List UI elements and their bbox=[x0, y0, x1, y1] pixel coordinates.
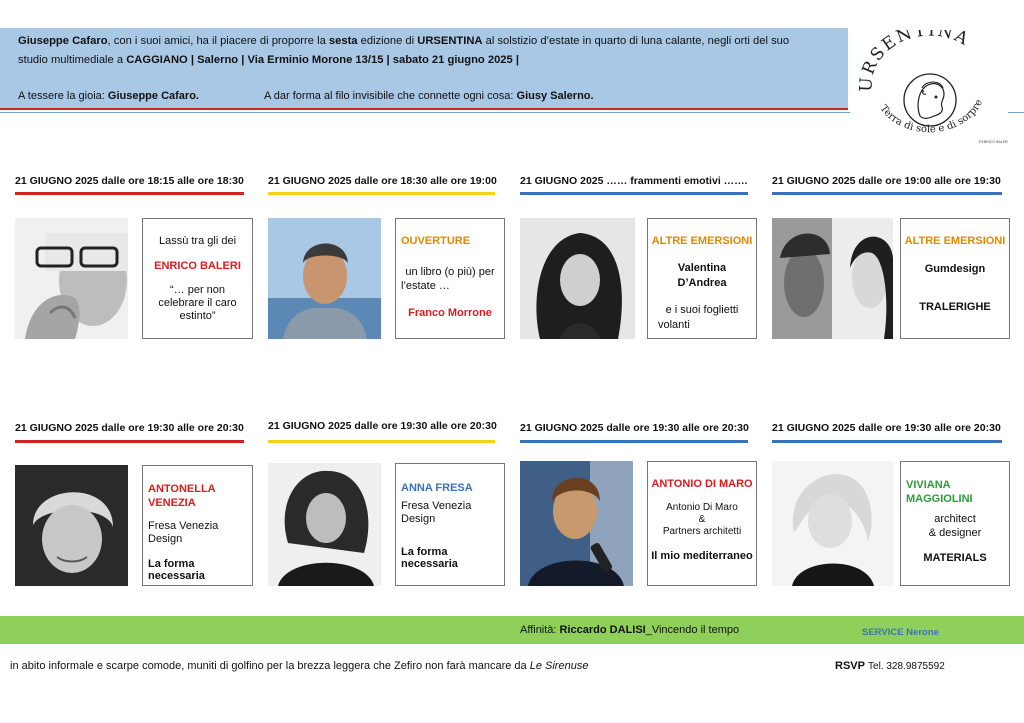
affinita-name: Riccardo DALISI bbox=[559, 624, 646, 636]
card-text: e i suoi foglietti bbox=[665, 304, 739, 316]
speaker-name: Franco Morrone bbox=[408, 307, 492, 319]
event-location: CAGGIANO | Salerno | Via Erminio Morone 13/15 | sabato 21 giugno 2025 | bbox=[126, 54, 519, 66]
session-title: La forma necessaria bbox=[148, 558, 205, 582]
service-label: SERVICE Nerone bbox=[862, 627, 939, 638]
slot-1-title: 21 GIUGNO 2025 dalle ore 18:15 alle ore 18:30 bbox=[15, 175, 244, 187]
card-valentina-dandrea bbox=[647, 218, 757, 339]
tessere-label: A tessere la gioia: bbox=[18, 90, 108, 102]
rsvp-phone: Tel. 328.9875592 bbox=[868, 661, 945, 672]
card-text: Partners architetti bbox=[662, 526, 742, 537]
slot-8-title: 21 GIUGNO 2025 dalle ore 19:30 alle ore 20:30 bbox=[772, 422, 1001, 434]
session-label: OUVERTURE bbox=[401, 235, 471, 247]
intro-text-part: studio multimediale a bbox=[18, 54, 127, 66]
intro-line-1 bbox=[18, 32, 838, 51]
card-text: Antonio Di Maro bbox=[666, 502, 738, 513]
affinita-title: _Vincendo il tempo bbox=[645, 624, 740, 636]
portrait-image bbox=[772, 218, 893, 339]
rsvp-line bbox=[835, 660, 945, 672]
card-text: un libro (o più) per bbox=[405, 266, 495, 278]
speaker-name: Valentina bbox=[677, 262, 727, 274]
card-text: l’estate … bbox=[401, 280, 450, 292]
card-text: Design bbox=[148, 533, 183, 545]
card-antonio-di-maro bbox=[647, 461, 757, 586]
photo-anna-fresa bbox=[268, 463, 381, 586]
photo-enrico-baleri bbox=[15, 218, 128, 339]
portrait-image bbox=[520, 461, 633, 586]
portrait-image bbox=[268, 463, 381, 586]
intro-text-part: al solstizio d’estate in quarto di luna calante, negli orti del suo bbox=[482, 35, 790, 47]
speaker-name: VIVIANA bbox=[906, 479, 951, 491]
slot-3-title: 21 GIUGNO 2025 …… frammenti emotivi ……. bbox=[520, 175, 748, 187]
card-text: & designer bbox=[928, 527, 982, 539]
card-franco-morrone bbox=[395, 218, 505, 339]
slot-2-title: 21 GIUGNO 2025 dalle ore 18:30 alle ore 19:00 bbox=[268, 175, 497, 187]
forma-line bbox=[264, 90, 594, 102]
speaker-name: ANTONELLA bbox=[148, 483, 216, 495]
slot-5-line bbox=[15, 440, 244, 443]
session-title: La forma necessaria bbox=[401, 546, 458, 570]
card-text: architect bbox=[934, 513, 976, 525]
slot-1-line bbox=[15, 192, 244, 195]
slot-5-title: 21 GIUGNO 2025 dalle ore 19:30 alle ore 20:30 bbox=[15, 422, 244, 434]
quote-line: “… per non bbox=[169, 284, 226, 296]
session-label: ALTRE EMERSIONI bbox=[651, 235, 753, 247]
photo-gumdesign bbox=[772, 218, 893, 339]
card-antonella-venezia bbox=[142, 465, 253, 586]
speaker-name: D’Andrea bbox=[677, 277, 727, 289]
card-text: volanti bbox=[658, 319, 690, 331]
portrait-image bbox=[772, 461, 893, 586]
edition-word: sesta bbox=[328, 35, 358, 47]
forma-name: Giusy Salerno. bbox=[516, 90, 594, 102]
intro-line-2 bbox=[18, 51, 838, 70]
ursentina-logo bbox=[850, 30, 1008, 148]
logo-tagline-path: Terra di sole e di sorpre bbox=[877, 97, 986, 136]
portrait-image bbox=[268, 218, 381, 339]
session-title: Il mio mediterraneo bbox=[651, 550, 753, 562]
slot-4-title: 21 GIUGNO 2025 dalle ore 19:00 alle ore 19:30 bbox=[772, 175, 1001, 187]
quote-line: estinto” bbox=[179, 310, 216, 322]
photo-antonella-venezia bbox=[15, 465, 128, 586]
slot-2-line bbox=[268, 192, 495, 195]
slot-7-title: 21 GIUGNO 2025 dalle ore 19:30 alle ore 20:30 bbox=[520, 422, 749, 434]
card-anna-fresa bbox=[395, 463, 505, 586]
dress-code bbox=[10, 660, 588, 672]
card-enrico-baleri bbox=[142, 218, 253, 339]
event-name: URSENTINA bbox=[417, 35, 483, 47]
affinita-label: Affinità: bbox=[520, 624, 560, 636]
logo-word-path: URSENTINA bbox=[856, 30, 973, 93]
speaker-name: Gumdesign bbox=[924, 263, 986, 275]
session-label: ALTRE EMERSIONI bbox=[904, 235, 1006, 247]
affinita-line bbox=[520, 624, 739, 636]
header-red-line bbox=[0, 108, 848, 110]
speaker-name: VENEZIA bbox=[148, 497, 196, 509]
card-text: Design bbox=[401, 513, 436, 525]
photo-viviana-maggiolini bbox=[772, 461, 893, 586]
intro-text-part: , con i suoi amici, ha il piacere di proporre la bbox=[107, 35, 329, 47]
speaker-name: ANTONIO DI MARO bbox=[651, 478, 753, 490]
tessere-name: Giuseppe Cafaro. bbox=[107, 90, 199, 102]
photo-antonio-di-maro bbox=[520, 461, 633, 586]
session-title: MATERIALS bbox=[923, 552, 987, 564]
photo-franco-morrone bbox=[268, 218, 381, 339]
session-title: TRALERIGHE bbox=[919, 301, 991, 313]
intro-text bbox=[18, 32, 838, 70]
card-viviana-maggiolini bbox=[900, 461, 1010, 586]
slot-7-line bbox=[520, 440, 748, 443]
tessere-line bbox=[18, 90, 199, 102]
slot-6-line bbox=[268, 440, 495, 443]
portrait-image bbox=[15, 465, 128, 586]
host-name: Giuseppe Cafaro bbox=[18, 35, 108, 47]
card-text: Fresa Venezia bbox=[401, 500, 472, 512]
slot-8-line bbox=[772, 440, 1002, 443]
speaker-name: ENRICO BALERI bbox=[154, 260, 241, 272]
card-text: & bbox=[698, 514, 706, 525]
slot-6-title: 21 GIUGNO 2025 dalle ore 19:30 alle ore 20:30 bbox=[268, 420, 497, 432]
dress-code-text: in abito informale e scarpe comode, muniti di golfino per la brezza leggera che Zefiro non farà mancare da bbox=[10, 660, 530, 672]
speaker-name: MAGGIOLINI bbox=[906, 493, 973, 505]
logo-credit: ©ENRICO BALERI bbox=[978, 140, 1008, 144]
speaker-name: ANNA FRESA bbox=[401, 482, 473, 494]
logo-graphic bbox=[850, 30, 1008, 148]
portrait-image bbox=[520, 218, 635, 339]
dress-code-place: Le Sirenuse bbox=[529, 660, 589, 672]
card-gumdesign bbox=[900, 218, 1010, 339]
forma-label: A dar forma al filo invisibile che connette ogni cosa: bbox=[264, 90, 517, 102]
card-subtitle: Lassù tra gli dei bbox=[158, 235, 237, 247]
slot-3-line bbox=[520, 192, 748, 195]
photo-valentina-dandrea bbox=[520, 218, 635, 339]
slot-4-line bbox=[772, 192, 1002, 195]
rsvp-label: RSVP bbox=[835, 660, 865, 672]
intro-text-part: edizione di bbox=[357, 35, 418, 47]
card-text: Fresa Venezia bbox=[148, 520, 219, 532]
portrait-image bbox=[15, 218, 128, 339]
quote-line: celebrare il caro bbox=[158, 297, 237, 309]
